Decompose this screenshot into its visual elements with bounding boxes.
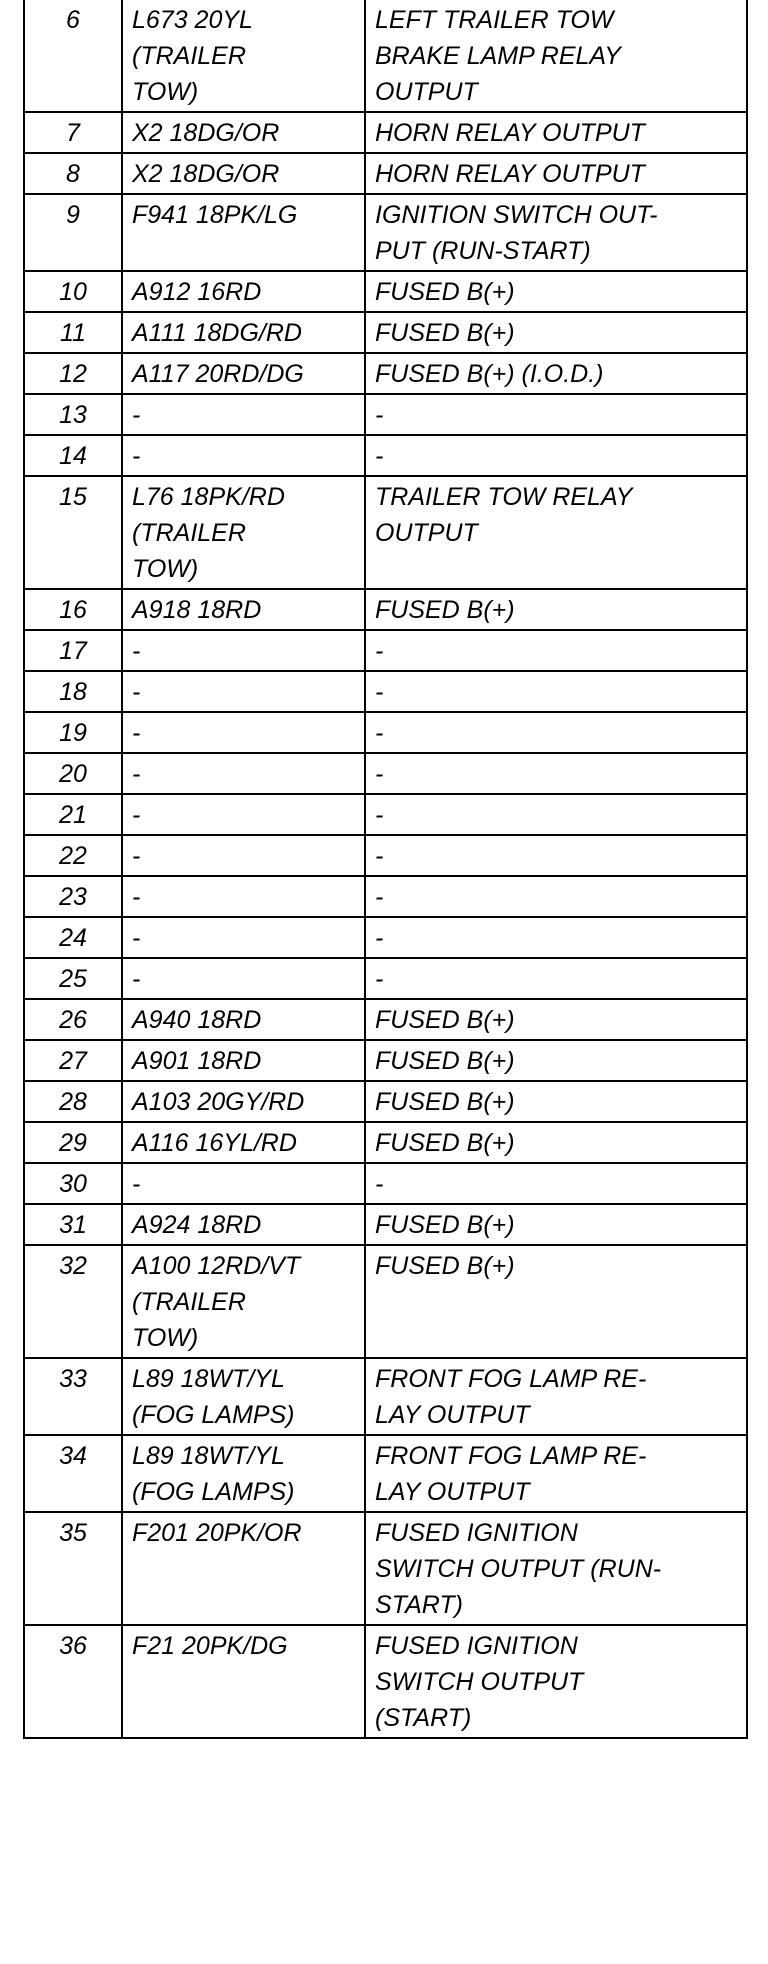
circuit-function (365, 1358, 747, 1435)
table-row (24, 271, 747, 312)
circuit-function-line: IGNITION SWITCH OUT- (375, 201, 658, 229)
circuit-function (365, 1163, 747, 1204)
wire-code-line: A918 18RD (132, 596, 262, 624)
wire-code (122, 0, 365, 112)
cavity-number: 26 (24, 999, 122, 1040)
cavity-number: 30 (24, 1163, 122, 1204)
wire-code-line: - (132, 924, 141, 952)
cavity-number: 7 (24, 112, 122, 153)
wire-code-line: A912 16RD (132, 278, 262, 306)
circuit-function-line: FUSED B(+) (375, 1006, 515, 1034)
wire-code-line: - (132, 442, 141, 470)
wire-code-line: A103 20GY/RD (132, 1088, 305, 1116)
wire-code (122, 353, 365, 394)
table-row (24, 630, 747, 671)
circuit-function-line: FUSED B(+) (375, 278, 515, 306)
wire-code (122, 671, 365, 712)
wire-code-line: A940 18RD (132, 1006, 262, 1034)
circuit-function (365, 876, 747, 917)
cavity-number: 22 (24, 835, 122, 876)
wire-code (122, 1625, 365, 1738)
circuit-function-line: OUTPUT (375, 78, 478, 106)
circuit-function-line: FUSED B(+) (375, 1088, 515, 1116)
cavity-number: 36 (24, 1625, 122, 1738)
wire-code (122, 394, 365, 435)
circuit-function-line: - (375, 760, 384, 788)
cavity-number: 6 (24, 0, 122, 112)
wire-code (122, 999, 365, 1040)
wire-code-line: (FOG LAMPS) (132, 1478, 295, 1506)
table-row (24, 794, 747, 835)
table-row (24, 999, 747, 1040)
wire-code-line: L76 18PK/RD (132, 483, 285, 511)
wire-code-line: - (132, 719, 141, 747)
circuit-function (365, 312, 747, 353)
circuit-function (365, 1245, 747, 1358)
circuit-function-line: - (375, 924, 384, 952)
circuit-function-line: LEFT TRAILER TOW (375, 6, 614, 34)
wire-code-line: - (132, 637, 141, 665)
table-row (24, 917, 747, 958)
wire-code (122, 1358, 365, 1435)
table-row (24, 753, 747, 794)
wire-code-line: X2 18DG/OR (132, 160, 280, 188)
circuit-function (365, 435, 747, 476)
table-row (24, 1435, 747, 1512)
cavity-number: 14 (24, 435, 122, 476)
wire-code (122, 312, 365, 353)
wire-code (122, 589, 365, 630)
table-row (24, 958, 747, 999)
circuit-function (365, 958, 747, 999)
table-row (24, 153, 747, 194)
table-row (24, 1358, 747, 1435)
wire-code-line: (TRAILER (132, 519, 246, 547)
table-row (24, 712, 747, 753)
table-row (24, 353, 747, 394)
cavity-number: 21 (24, 794, 122, 835)
circuit-function (365, 753, 747, 794)
circuit-function-line: - (375, 442, 384, 470)
circuit-function-line: FUSED IGNITION (375, 1519, 578, 1547)
wire-code (122, 1122, 365, 1163)
circuit-function-line: FUSED B(+) (375, 1047, 515, 1075)
table-row (24, 0, 747, 112)
wire-code-line: - (132, 883, 141, 911)
wire-code-line: - (132, 1170, 141, 1198)
circuit-function-line: - (375, 637, 384, 665)
circuit-function-line: - (375, 1170, 384, 1198)
table-row (24, 1625, 747, 1738)
wire-code-line: TOW) (132, 555, 199, 583)
wire-code (122, 794, 365, 835)
circuit-function (365, 917, 747, 958)
cavity-number: 28 (24, 1081, 122, 1122)
wire-code (122, 1040, 365, 1081)
wire-code-line: A924 18RD (132, 1211, 262, 1239)
circuit-function (365, 835, 747, 876)
circuit-function (365, 153, 747, 194)
circuit-function-line: - (375, 678, 384, 706)
circuit-function-line: FUSED B(+) (375, 319, 515, 347)
circuit-function (365, 394, 747, 435)
circuit-function-line: FUSED IGNITION (375, 1632, 578, 1660)
wire-code-line: A100 12RD/VT (132, 1252, 301, 1280)
circuit-function (365, 1040, 747, 1081)
circuit-function-line: LAY OUTPUT (375, 1401, 530, 1429)
wire-code (122, 435, 365, 476)
circuit-function-line: FUSED B(+) (375, 596, 515, 624)
circuit-function-line: FRONT FOG LAMP RE- (375, 1365, 647, 1393)
circuit-function (365, 476, 747, 589)
table-row (24, 394, 747, 435)
pin-table-body (24, 0, 747, 1738)
circuit-function-line: LAY OUTPUT (375, 1478, 530, 1506)
circuit-function-line: SWITCH OUTPUT (RUN- (375, 1555, 662, 1583)
wire-code-line: A901 18RD (132, 1047, 262, 1075)
circuit-function-line: (START) (375, 1704, 472, 1732)
wire-code-line: L89 18WT/YL (132, 1365, 285, 1393)
wire-code-line: TOW) (132, 78, 199, 106)
cavity-number: 8 (24, 153, 122, 194)
table-row (24, 589, 747, 630)
cavity-number: 17 (24, 630, 122, 671)
circuit-function-line: - (375, 965, 384, 993)
circuit-function (365, 671, 747, 712)
cavity-number: 15 (24, 476, 122, 589)
wire-code-line: (FOG LAMPS) (132, 1401, 295, 1429)
wire-code-line: (TRAILER (132, 42, 246, 70)
circuit-function-line: - (375, 401, 384, 429)
wire-code-line: - (132, 760, 141, 788)
table-row (24, 1122, 747, 1163)
table-row (24, 112, 747, 153)
wire-code (122, 153, 365, 194)
circuit-function-line: BRAKE LAMP RELAY (375, 42, 621, 70)
cavity-number: 19 (24, 712, 122, 753)
wire-code-line: (TRAILER (132, 1288, 246, 1316)
circuit-function-line: OUTPUT (375, 519, 478, 547)
table-row (24, 1040, 747, 1081)
circuit-function (365, 1204, 747, 1245)
wire-code (122, 753, 365, 794)
circuit-function-line: TRAILER TOW RELAY (375, 483, 633, 511)
circuit-function (365, 1435, 747, 1512)
cavity-number: 27 (24, 1040, 122, 1081)
circuit-function-line: FRONT FOG LAMP RE- (375, 1442, 647, 1470)
cavity-number: 24 (24, 917, 122, 958)
cavity-number: 35 (24, 1512, 122, 1625)
circuit-function (365, 1081, 747, 1122)
wire-code-line: A116 16YL/RD (132, 1129, 297, 1157)
wire-code (122, 271, 365, 312)
cavity-number: 34 (24, 1435, 122, 1512)
table-row (24, 476, 747, 589)
wire-code-line: - (132, 965, 141, 993)
wire-code (122, 1435, 365, 1512)
cavity-number: 20 (24, 753, 122, 794)
wire-code (122, 1245, 365, 1358)
circuit-function (365, 0, 747, 112)
cavity-number: 29 (24, 1122, 122, 1163)
wire-code-line: A111 18DG/RD (132, 319, 302, 347)
circuit-function-line: FUSED B(+) (375, 1129, 515, 1157)
cavity-number: 25 (24, 958, 122, 999)
table-row (24, 1245, 747, 1358)
wire-code (122, 876, 365, 917)
circuit-function-line: PUT (RUN-START) (375, 237, 591, 265)
cavity-number: 10 (24, 271, 122, 312)
wire-code (122, 835, 365, 876)
cavity-number: 33 (24, 1358, 122, 1435)
cavity-number: 23 (24, 876, 122, 917)
cavity-number: 12 (24, 353, 122, 394)
cavity-number: 31 (24, 1204, 122, 1245)
circuit-function-line: - (375, 719, 384, 747)
connector-pin-table (23, 0, 748, 1739)
circuit-function-line: FUSED B(+) (I.O.D.) (375, 360, 604, 388)
circuit-function (365, 112, 747, 153)
wire-code-line: - (132, 401, 141, 429)
wire-code-line: - (132, 842, 141, 870)
circuit-function (365, 999, 747, 1040)
circuit-function-line: - (375, 801, 384, 829)
circuit-function (365, 1625, 747, 1738)
table-row (24, 1163, 747, 1204)
circuit-function-line: FUSED B(+) (375, 1252, 515, 1280)
cavity-number: 13 (24, 394, 122, 435)
table-row (24, 876, 747, 917)
circuit-function (365, 194, 747, 271)
circuit-function (365, 630, 747, 671)
wire-code-line: X2 18DG/OR (132, 119, 280, 147)
wire-code-line: A117 20RD/DG (132, 360, 304, 388)
wire-code (122, 194, 365, 271)
circuit-function (365, 589, 747, 630)
cavity-number: 32 (24, 1245, 122, 1358)
wire-code-line: L673 20YL (132, 6, 253, 34)
wire-code-line: TOW) (132, 1324, 199, 1352)
circuit-function (365, 271, 747, 312)
circuit-function (365, 1122, 747, 1163)
wire-code-line: F941 18PK/LG (132, 201, 298, 229)
circuit-function (365, 353, 747, 394)
wire-code (122, 958, 365, 999)
wire-code (122, 917, 365, 958)
circuit-function (365, 712, 747, 753)
circuit-function-line: FUSED B(+) (375, 1211, 515, 1239)
wire-code-line: F21 20PK/DG (132, 1632, 288, 1660)
wire-code (122, 712, 365, 753)
wire-code (122, 1512, 365, 1625)
table-row (24, 1204, 747, 1245)
circuit-function-line: HORN RELAY OUTPUT (375, 160, 645, 188)
wire-code (122, 1204, 365, 1245)
table-row (24, 1081, 747, 1122)
circuit-function-line: HORN RELAY OUTPUT (375, 119, 645, 147)
circuit-function-line: - (375, 883, 384, 911)
wire-code (122, 112, 365, 153)
circuit-function-line: SWITCH OUTPUT (375, 1668, 584, 1696)
cavity-number: 18 (24, 671, 122, 712)
wire-code-line: F201 20PK/OR (132, 1519, 302, 1547)
wire-code (122, 630, 365, 671)
circuit-function-line: - (375, 842, 384, 870)
wire-code (122, 1163, 365, 1204)
circuit-function (365, 1512, 747, 1625)
wire-code-line: L89 18WT/YL (132, 1442, 285, 1470)
cavity-number: 11 (24, 312, 122, 353)
wire-code (122, 476, 365, 589)
table-row (24, 312, 747, 353)
circuit-function-line: START) (375, 1591, 463, 1619)
table-row (24, 194, 747, 271)
table-row (24, 1512, 747, 1625)
cavity-number: 16 (24, 589, 122, 630)
wire-code-line: - (132, 678, 141, 706)
table-row (24, 435, 747, 476)
table-row (24, 835, 747, 876)
circuit-function (365, 794, 747, 835)
wire-code (122, 1081, 365, 1122)
wire-code-line: - (132, 801, 141, 829)
cavity-number: 9 (24, 194, 122, 271)
table-row (24, 671, 747, 712)
